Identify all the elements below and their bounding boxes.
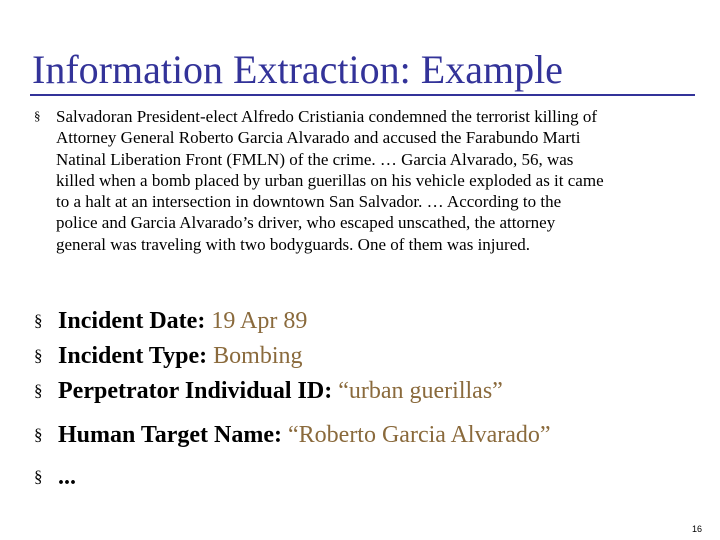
paragraph-text <box>56 106 604 255</box>
field-bullet: § <box>34 467 43 486</box>
paragraph-line: to a halt at an intersection in downtown San Salvador. … According to the <box>56 192 562 212</box>
field-bullet: § <box>34 311 43 330</box>
paragraph-line: killed when a bomb placed by urban guerillas on his vehicle exploded as it came <box>56 170 604 190</box>
paragraph-line: Salvadoran President-elect Alfredo Cristiania condemned the terrorist killing of <box>56 107 598 126</box>
paragraph-line: police and Garcia Alvarado’s driver, who escaped unscathed, the attorney <box>56 213 556 233</box>
field-label-wrap <box>58 339 302 373</box>
field-label-wrap <box>58 460 76 494</box>
paragraph-bullet: § <box>34 108 41 123</box>
field-label-wrap <box>58 304 307 338</box>
paragraph-line: Natinal Liberation Front (FMLN) of the crime. … Garcia Alvarado, 56, was <box>56 149 574 169</box>
field-label: Perpetrator Individual ID: <box>58 378 339 404</box>
field-value: 19 Apr 89 <box>211 308 308 334</box>
paragraph-line: general was traveling with two bodyguards. One of them was injured. <box>56 234 530 254</box>
field-label: Human Target Name: <box>58 422 288 448</box>
field-label: ... <box>58 464 76 490</box>
paragraph-line: Attorney General Roberto Garcia Alvarado and accused the Farabundo Marti <box>56 128 581 148</box>
field-value: “Roberto Garcia Alvarado” <box>288 422 551 448</box>
page-number: 16 <box>692 524 703 534</box>
field-label: Incident Date: <box>58 308 212 334</box>
field-label: Incident Type: <box>58 343 214 369</box>
title-underline <box>30 94 695 96</box>
field-value: “urban guerillas” <box>338 378 503 404</box>
field-label-wrap <box>58 374 503 408</box>
field-label-wrap <box>58 418 551 452</box>
slide-title: Information Extraction: Example <box>32 47 563 92</box>
field-bullet: § <box>34 425 43 444</box>
field-bullet: § <box>34 381 43 400</box>
field-bullet: § <box>34 346 43 365</box>
field-value: Bombing <box>213 343 303 369</box>
